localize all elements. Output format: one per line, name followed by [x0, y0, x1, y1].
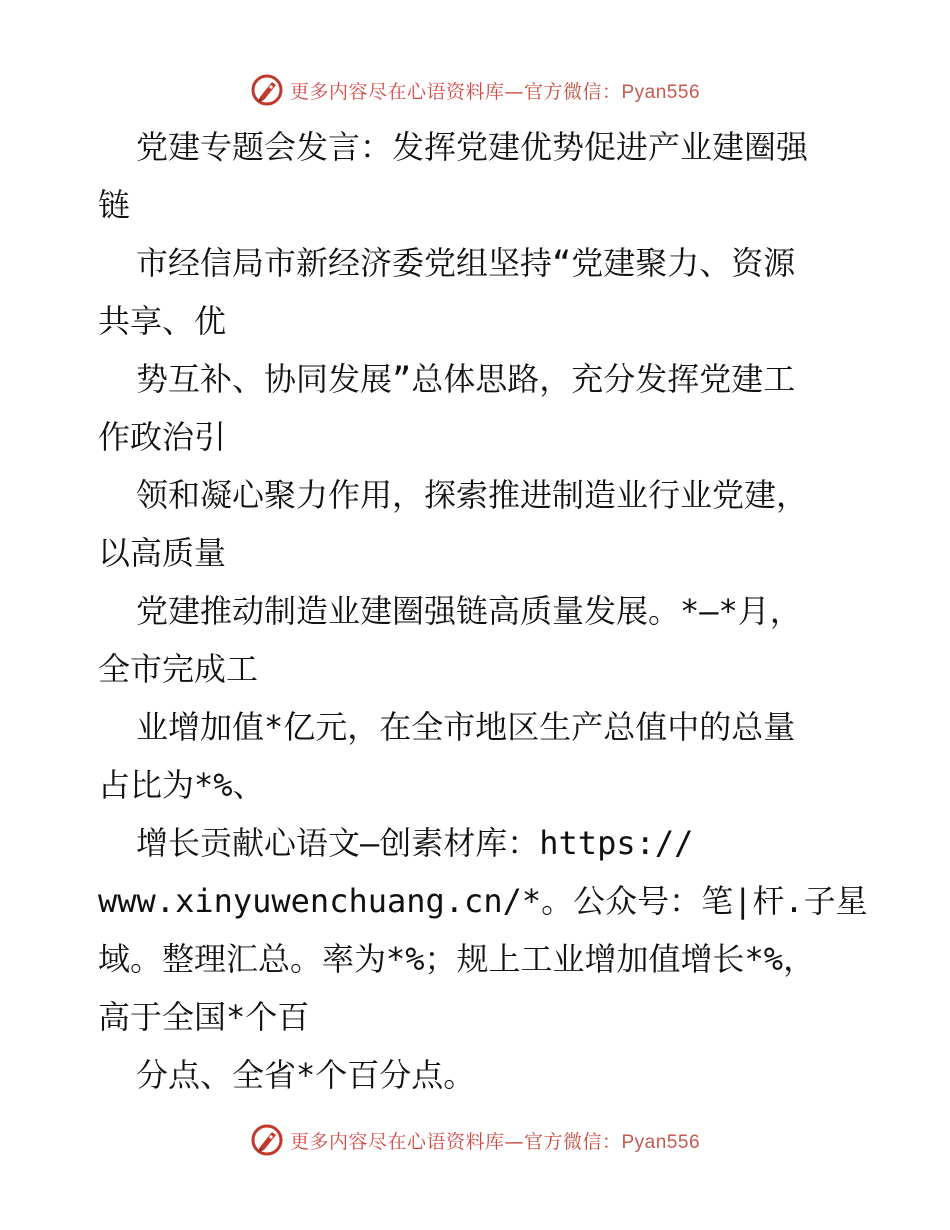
header-wechat-id: Pyan556 [621, 81, 701, 103]
footer-banner-text [290, 1127, 700, 1154]
header-banner [0, 70, 950, 110]
text-line: 占比为*%、 [98, 766, 265, 804]
pen-nib-logo-icon [250, 73, 284, 107]
text-line: 增长贡献心语文—创素材库：https:// [136, 824, 694, 862]
text-line: 分点、全省*个百分点。 [136, 1056, 476, 1094]
text-line: 全市完成工 [98, 650, 259, 688]
text-line: 势互补、协同发展”总体思路，充分发挥党建工 [136, 360, 796, 398]
footer-banner [0, 1120, 950, 1160]
header-wechat-label: 官方微信： [523, 80, 622, 103]
text-line: 以高质量 [98, 534, 227, 572]
text-line: 共享、优 [98, 302, 227, 340]
footer-wechat-label: 官方微信： [523, 1130, 622, 1153]
text-line: 作政治引 [98, 418, 227, 456]
footer-separator: — [504, 1130, 524, 1153]
header-banner-text [290, 77, 700, 104]
text-line: www.xinyuwenchuang.cn/*。公众号：笔|杆.子星 [98, 882, 868, 920]
header-brand-text: 更多内容尽在心语资料库 [289, 80, 505, 103]
text-line: 业增加值*亿元，在全市地区生产总值中的总量 [136, 708, 796, 746]
text-line: 域。整理汇总。率为*%；规上工业增加值增长*%， [98, 940, 816, 978]
text-line: 市经信局市新经济委党组坚持“党建聚力、资源 [136, 244, 796, 282]
header-separator: — [504, 80, 524, 103]
text-line: 链 [98, 186, 131, 224]
text-line: 领和凝心聚力作用，探索推进制造业行业党建， [136, 476, 809, 514]
document-body [98, 118, 868, 1104]
footer-brand-text: 更多内容尽在心语资料库 [289, 1130, 505, 1153]
footer-wechat-id: Pyan556 [621, 1131, 701, 1153]
document-title-line: 党建专题会发言：发挥党建优势促进产业建圈强 [136, 128, 809, 166]
pen-nib-logo-icon [250, 1123, 284, 1157]
text-line: 党建推动制造业建圈强链高质量发展。*—*月， [136, 592, 802, 630]
text-line: 高于全国*个百 [98, 998, 310, 1036]
